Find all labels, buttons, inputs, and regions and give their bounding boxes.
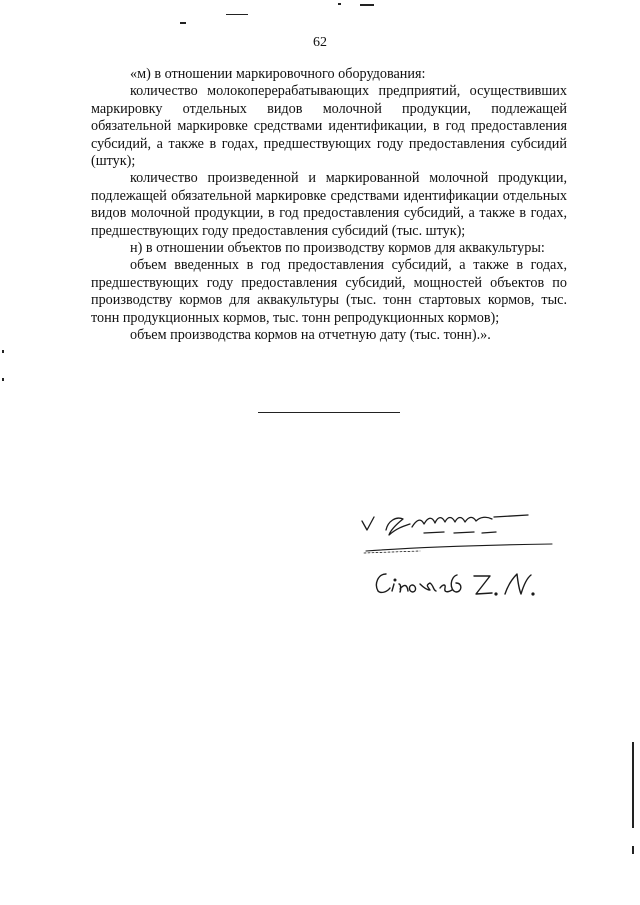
approval-signature xyxy=(362,515,552,553)
paragraph-feed-production: объем производства кормов на отчетную дату (тыс. тонн).». xyxy=(130,327,491,344)
handwritten-signature xyxy=(376,574,533,595)
paragraph-dairy-volume: количество произведенной и маркированной молочной продукции, подлежащей обязательной маркировке средствами идентификации отдельных видов молочной продукции, в год предоставления субсидий, а также в годах, предшествующих году предоставления субсидий (тыс. штук); xyxy=(91,170,567,239)
paragraph-item-n: н) в отношении объектов по производству кормов для аквакультуры: xyxy=(130,240,545,257)
paragraph-feed-capacity: объем введенных в год предоставления субсидий, а также в годах, предшествующих году предоставления субсидий, мощностей объектов по производству кормов для аквакультуры (тыс. тонн стартовых кормов, тыс. тонн продукционных кормов, тыс. тонн репродукционных кормов); xyxy=(91,257,567,326)
paragraph-enterprises-count: количество молокоперерабатывающих предприятий, осуществивших маркировку отдельных видов молочной продукции, подлежащей обязательной маркировке средствами идентификации, в год предоставления субсидий, а также в годах, предшествующих году предоставления субсидий (штук); xyxy=(91,83,567,170)
page-number: 62 xyxy=(313,35,327,50)
check-mark-icon xyxy=(362,517,374,530)
paragraph-item-m: «м) в отношении маркировочного оборудования: xyxy=(130,66,426,82)
